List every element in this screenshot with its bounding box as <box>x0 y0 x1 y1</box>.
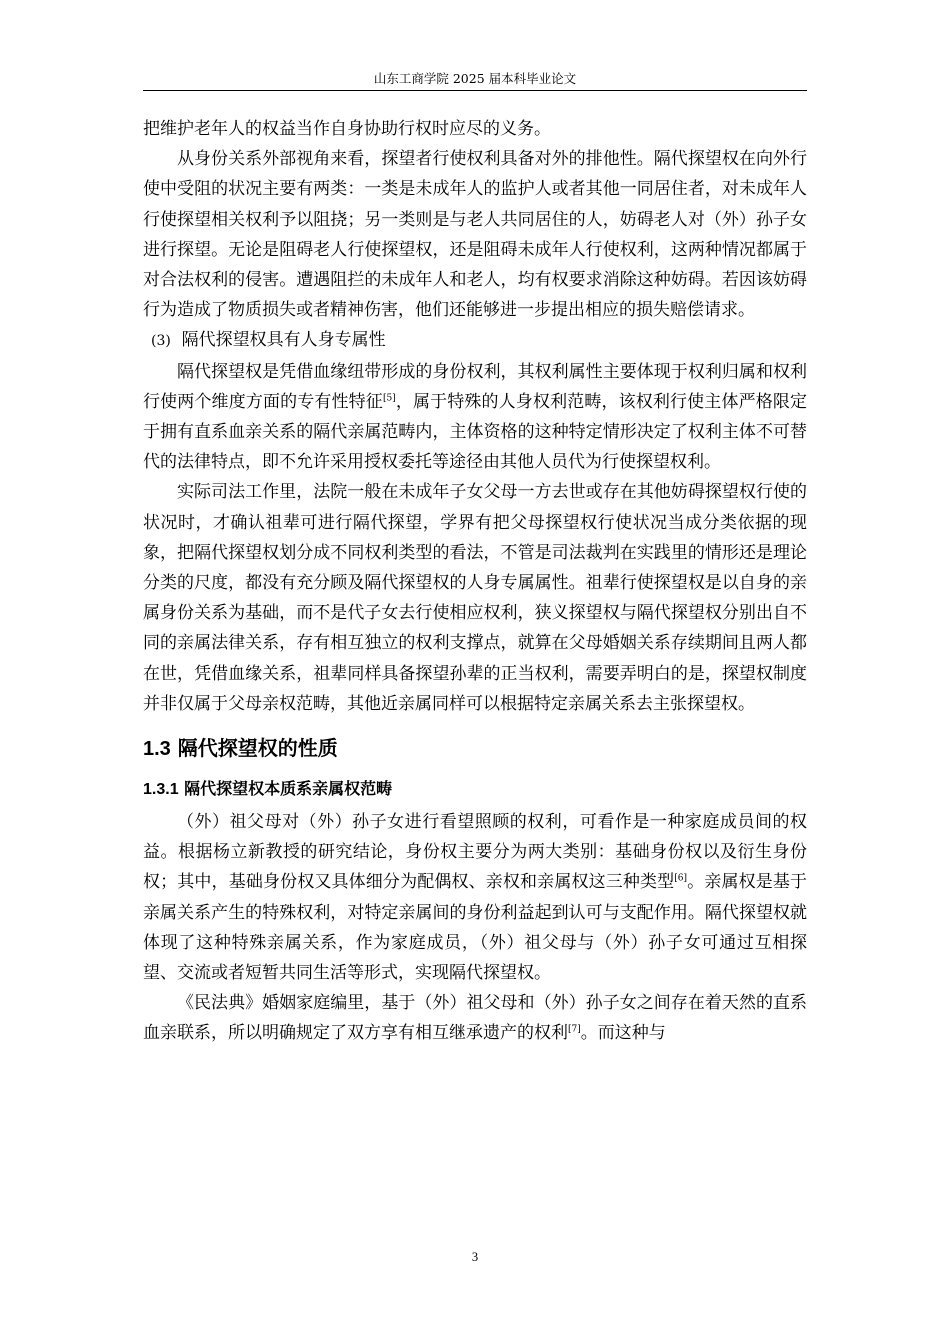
running-header: 山东工商学院 2025 届本科毕业论文 <box>373 71 577 86</box>
subsection-heading <box>143 774 807 805</box>
paragraph-5 <box>143 807 807 988</box>
paragraph-3-part-b: ，属于特殊的人身权利范畴，该权利行使主体严格限定于拥有直系血亲关系的隔代亲属范畴内，主体资格的这种特定情形决定了权利主体不可替代的法律特点，即不允许采用授权委托等途径由其他人员代为行使探望权利。 <box>143 391 808 473</box>
paragraph-6-part-b: 。而这种与 <box>580 1023 666 1044</box>
section-number: 1.3 <box>143 738 171 761</box>
citation-6[interactable]: [6] <box>674 873 688 884</box>
section-title: 隔代探望权的性质 <box>177 736 338 761</box>
subsection-title: 隔代探望权本质系亲属权范畴 <box>184 779 393 799</box>
enum-item-3 <box>143 325 807 356</box>
body-text <box>143 114 807 1049</box>
citation-7[interactable]: [7] <box>568 1024 581 1035</box>
paragraph-3-part-a: 隔代探望权是凭借血缘纽带形成的身份权利，其权利属性主要体现于权利归属和权利行使两个维度方面的专有性特征 <box>143 361 807 412</box>
page-number: 3 <box>471 1250 479 1264</box>
paragraph-1: 把维护老年人的权益当作自身协助行权时应尽的义务。 <box>143 119 551 139</box>
section-heading <box>143 729 807 768</box>
enum-item-text: 隔代探望权具有人身专属性 <box>181 330 386 351</box>
citation-5[interactable]: [5] <box>382 393 396 404</box>
paragraph-4: 实际司法工作里，法院一般在未成年子女父母一方去世或存在其他妨碍探望权行使的状况时，才确认祖辈可进行隔代探望，学界有把父母探望权行使状况当成分类依据的现象，把隔代探望权划分成不同权利类型的看法，不管是司法裁判在实践里的情形还是理论分类的尺度，都没有充分顾及隔代探望权的人身专属属性。祖辈行使探望权是以自身的亲属身份关系为基础，而不是代子女去行使相应权利，狭义探望权与隔代探望权分别出自不同的亲属法律关系，存有相互独立的权利支撑点，就算在父母婚姻关系存续期间且两人都在世，凭借血缘关系，祖辈同样具备探望孙辈的正当权利，需要弄明白的是，探望权制度并非仅属于父母亲权范畴，其他近亲属同样可以根据特定亲属关系去主张探望权。 <box>143 482 807 714</box>
subsection-number: 1.3.1 <box>143 781 179 799</box>
paragraph-5-part-b: 。亲属权是基于亲属关系产生的特殊权利，对特定亲属间的身份利益起到认可与支配作用。隔代探望权就体现了这种特殊亲属关系，作为家庭成员，（外）祖父母与（外）孙子女可通过互相探望、交流或者短暂共同生活等形式，实现隔代探望权。 <box>143 872 808 984</box>
paragraph-2: 从身份关系外部视角来看，探望者行使权利具备对外的排他性。隔代探望权在向外行使中受阻的状况主要有两类：一类是未成年人的监护人或者其他一同居住者，对未成年人行使探望相关权利予以阻挠；另一类则是与老人共同居住的人，妨碍老人对（外）孙子女进行探望。无论是阻碍老人行使探望权，还是阻碍未成年人行使权利，这两种情况都属于对合法权利的侵害。遭遇阻拦的未成年人和老人，均有权要求消除这种妨碍。若因该妨碍行为造成了物质损失或者精神伤害，他们还能够进一步提出相应的损失赔偿请求。 <box>143 149 807 321</box>
paragraph-6 <box>143 988 807 1048</box>
paragraph-3 <box>143 357 807 478</box>
paragraph-6-part-a: 《民法典》婚姻家庭编里，基于（外）祖父母和（外）孙子女之间存在着天然的直系血亲联系，所以明确规定了双方享有相互继承遗产的权利 <box>143 993 807 1044</box>
enum-item-number: (3) <box>151 333 171 350</box>
paragraph-5-part-a: （外）祖父母对（外）孙子女进行看望照顾的权利，可看作是一种家庭成员间的权益。根据杨立新教授的研究结论，身份权主要分为两大类别：基础身份权以及衍生身份权；其中，基础身份权又具体细分为配偶权、亲权和亲属权这三种类型 <box>143 812 807 893</box>
header-rule <box>143 90 807 91</box>
